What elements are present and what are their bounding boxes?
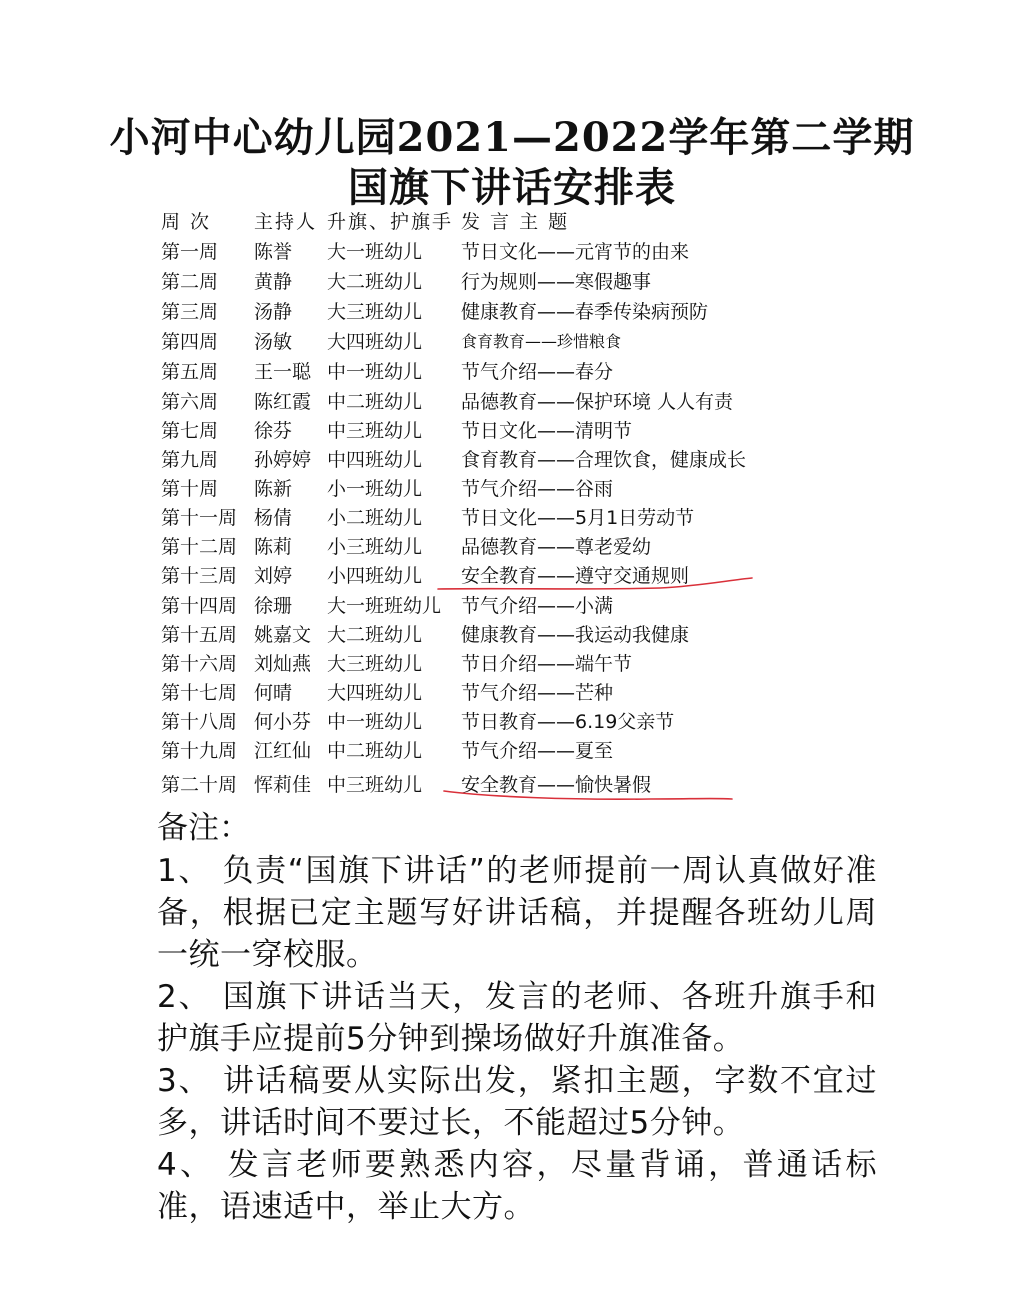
row-topic: 节气介绍——芒种 [461,682,614,704]
table-row [0,417,1024,445]
row-topic: 健康教育——我运动我健康 [461,624,690,646]
row-host: 江红仙 [254,740,312,762]
row-host: 何小芬 [254,711,312,733]
table-row [0,446,1024,474]
table-row [0,298,1024,326]
table-row [0,737,1024,765]
header-host: 主持人 [254,211,318,233]
row-flag-bearers: 大四班幼儿 [327,682,423,704]
row-flag-bearers: 大二班幼儿 [327,271,423,293]
row-flag-bearers: 中一班幼儿 [327,361,423,383]
row-topic: 节日教育——6.19父亲节 [461,711,675,733]
row-topic: 节日文化——清明节 [461,420,633,442]
row-topic: 品德教育——保护环境 人人有责 [461,391,734,413]
row-topic: 节气介绍——春分 [461,361,614,383]
row-flag-bearers: 小一班幼儿 [327,478,423,500]
notes-section [157,806,877,1228]
row-week: 第六周 [161,391,219,413]
row-flag-bearers: 大三班幼儿 [327,301,423,323]
row-week: 第十五周 [161,624,238,646]
table-row [0,621,1024,649]
row-week: 第三周 [161,301,219,323]
row-host: 徐珊 [254,595,293,617]
row-flag-bearers: 中三班幼儿 [327,774,423,796]
row-week: 第九周 [161,449,219,471]
row-week: 第四周 [161,331,219,353]
row-topic: 节气介绍——谷雨 [461,478,614,500]
table-row [0,475,1024,503]
row-topic: 安全教育——愉快暑假 [461,774,652,796]
document-title-line1: 小河中心幼儿园2021—2022学年第二学期 [109,114,915,161]
row-week: 第二十周 [161,774,238,796]
row-topic: 节日介绍——端午节 [461,653,633,675]
table-row [0,533,1024,561]
row-topic: 节日文化——5月1日劳动节 [461,507,695,529]
row-topic: 节日文化——元宵节的由来 [461,241,690,263]
table-row [0,268,1024,296]
row-topic: 行为规则——寒假趣事 [461,271,652,293]
document-title-line2: 国旗下讲话安排表 [348,164,676,211]
table-row [0,328,1024,356]
row-week: 第七周 [161,420,219,442]
row-flag-bearers: 中二班幼儿 [327,740,423,762]
note-item: 1、 负责“国旗下讲话”的老师提前一周认真做好准备，根据已定主题写好讲话稿，并提醒各班幼儿周一统一穿校服。 [157,853,877,973]
row-week: 第十九周 [161,740,238,762]
row-host: 刘婷 [254,565,293,587]
table-row [0,562,1024,590]
row-week: 第二周 [161,271,219,293]
row-host: 汤静 [254,301,293,323]
row-host: 孙婷婷 [254,449,312,471]
row-flag-bearers: 中三班幼儿 [327,420,423,442]
row-topic: 健康教育——春季传染病预防 [461,301,709,323]
note-item: 3、 讲话稿要从实际出发，紧扣主题，字数不宜过多，讲话时间不要过长，不能超过5分钟。 [157,1063,877,1141]
row-topic: 食育教育——珍惜粮食 [461,332,622,351]
row-week: 第一周 [161,241,219,263]
row-host: 姚嘉文 [254,624,312,646]
row-host: 恽莉佳 [254,774,312,796]
row-host: 陈红霞 [254,391,312,413]
row-host: 陈莉 [254,536,293,558]
row-flag-bearers: 大四班幼儿 [327,331,423,353]
row-week: 第十一周 [161,507,238,529]
row-flag-bearers: 小三班幼儿 [327,536,423,558]
table-row [0,592,1024,620]
row-topic: 品德教育——尊老爱幼 [461,536,652,558]
row-week: 第十二周 [161,536,238,558]
row-host: 陈新 [254,478,293,500]
row-topic: 食育教育——合理饮食，健康成长 [461,449,747,471]
header-week: 周 次 [161,211,212,233]
table-row [0,238,1024,266]
row-flag-bearers: 中二班幼儿 [327,391,423,413]
row-week: 第十六周 [161,653,238,675]
row-topic: 节气介绍——夏至 [461,740,614,762]
table-row [0,388,1024,416]
row-flag-bearers: 大三班幼儿 [327,653,423,675]
row-flag-bearers: 小二班幼儿 [327,507,423,529]
row-host: 汤敏 [254,331,293,353]
table-row [0,504,1024,532]
table-header-row [0,208,1024,236]
row-week: 第十七周 [161,682,238,704]
row-flag-bearers: 大二班幼儿 [327,624,423,646]
row-host: 黄静 [254,271,293,293]
note-item: 4、 发言老师要熟悉内容，尽量背诵，普通话标准，语速适中，举止大方。 [157,1147,877,1225]
row-host: 杨倩 [254,507,293,529]
row-flag-bearers: 大一班班幼儿 [327,595,442,617]
table-row [0,358,1024,386]
row-week: 第十四周 [161,595,238,617]
row-topic: 安全教育——遵守交通规则 [461,565,690,587]
table-row [0,771,1024,799]
row-week: 第十周 [161,478,219,500]
row-host: 何晴 [254,682,293,704]
row-week: 第五周 [161,361,219,383]
row-host: 陈誉 [254,241,293,263]
table-row [0,679,1024,707]
row-host: 刘灿燕 [254,653,312,675]
row-flag-bearers: 中四班幼儿 [327,449,423,471]
row-flag-bearers: 大一班幼儿 [327,241,423,263]
row-flag-bearers: 中一班幼儿 [327,711,423,733]
row-week: 第十三周 [161,565,238,587]
notes-title: 备注： [157,810,250,846]
table-row [0,708,1024,736]
row-host: 徐芬 [254,420,293,442]
table-row [0,650,1024,678]
header-flag-bearers: 升旗、护旗手 [327,211,454,233]
row-week: 第十八周 [161,711,238,733]
row-flag-bearers: 小四班幼儿 [327,565,423,587]
note-item: 2、 国旗下讲话当天，发言的老师、各班升旗手和护旗手应提前5分钟到操场做好升旗准备。 [157,979,877,1057]
row-topic: 节气介绍——小满 [461,595,614,617]
header-topic: 发 言 主 题 [461,211,570,233]
row-host: 王一聪 [254,361,312,383]
